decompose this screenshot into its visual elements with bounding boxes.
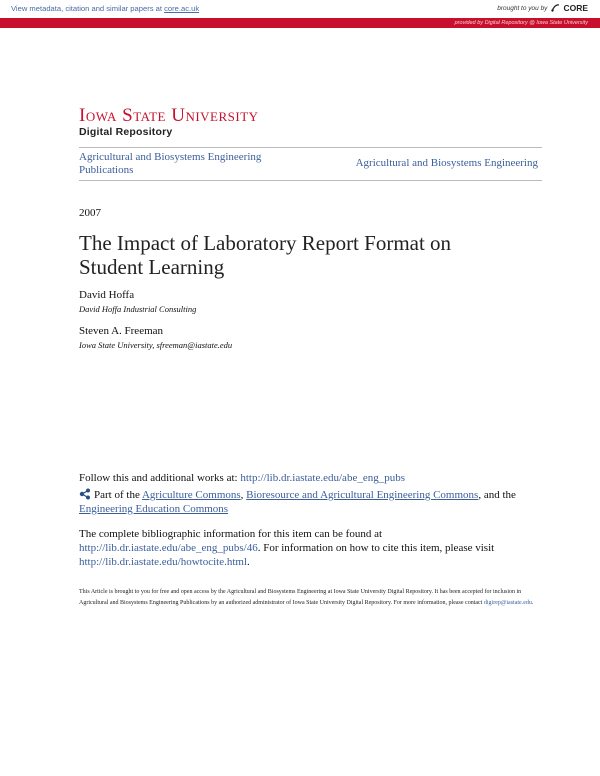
citation-middle: . For information on how to cite this item, please visit [257, 542, 495, 554]
author-affiliation [79, 340, 232, 350]
core-logo-text: CORE [563, 3, 588, 13]
howtocite-link[interactable]: http://lib.dr.iastate.edu/howtocite.html [79, 556, 248, 568]
logo-repository-name: Digital Repository [79, 126, 173, 138]
access-notice-text: This Article is brought to you for free and open access by the Agricultural and Biosystems Engineering at Iowa State University Digital Repository. It has been accepted for inclusion in Agricultural and Biosystems Engineering Publications by an authorized administrator of Iowa State University Digital Repository. For more information, please contact [79, 589, 522, 606]
publication-year: 2007 [79, 207, 101, 219]
share-icon [79, 488, 91, 500]
collection-link-right[interactable]: Agricultural and Biosystems Engineering [355, 157, 538, 169]
collection-url-link[interactable]: http://lib.dr.iastate.edu/abe_eng_pubs [240, 472, 405, 484]
contact-email-link[interactable]: digirep@iastate.edu [483, 600, 532, 606]
agriculture-commons-link[interactable]: Agriculture Commons [141, 489, 241, 501]
top-divider [79, 147, 542, 148]
brought-to-you-text: brought to you by [497, 4, 548, 12]
core-attribution[interactable] [497, 3, 588, 13]
author-name: David Hoffa [79, 289, 135, 301]
author-affiliation: David Hoffa Industrial Consulting [79, 304, 197, 314]
access-notice-suffix: . [531, 600, 534, 606]
logo-university-name: Iowa State University [79, 105, 259, 126]
core-link[interactable]: core.ac.uk [164, 4, 200, 13]
core-banner-text [11, 4, 199, 13]
part-of-sep1: , [240, 489, 247, 501]
bottom-divider [79, 180, 542, 181]
author-email: sfreeman@iastate.edu [156, 340, 233, 350]
core-logo-icon [550, 3, 560, 13]
paper-title: The Impact of Laboratory Report Format on Student Learning [79, 231, 452, 279]
core-banner [0, 0, 600, 18]
citation-suffix: . [247, 556, 250, 568]
citation-prefix: The complete bibliographic information for this item can be found at [79, 528, 383, 540]
affiliation-separator: , [152, 340, 157, 350]
provider-banner [0, 18, 600, 28]
part-of-line [79, 488, 542, 516]
core-banner-prefix: View metadata, citation and similar papers at [11, 4, 165, 13]
item-url-link[interactable]: http://lib.dr.iastate.edu/abe_eng_pubs/46 [79, 542, 258, 554]
engineering-education-commons-link[interactable]: Engineering Education Commons [79, 503, 229, 515]
affiliation-text: Iowa State University [79, 340, 153, 350]
isu-logo [79, 106, 259, 138]
follow-prefix: Follow this and additional works at: [79, 472, 241, 484]
citation-paragraph [79, 527, 542, 569]
access-notice [79, 587, 542, 609]
author-name: Steven A. Freeman [79, 325, 164, 337]
bioresource-commons-link[interactable]: Bioresource and Agricultural Engineering Commons [246, 489, 479, 501]
part-of-prefix: Part of the [94, 489, 142, 501]
part-of-sep2: , and the [478, 489, 516, 501]
collection-link-left[interactable]: Agricultural and Biosystems Engineering Publications [79, 151, 262, 176]
provider-text: provided by Digital Repository @ Iowa State University [454, 20, 588, 26]
follow-line [79, 472, 405, 484]
